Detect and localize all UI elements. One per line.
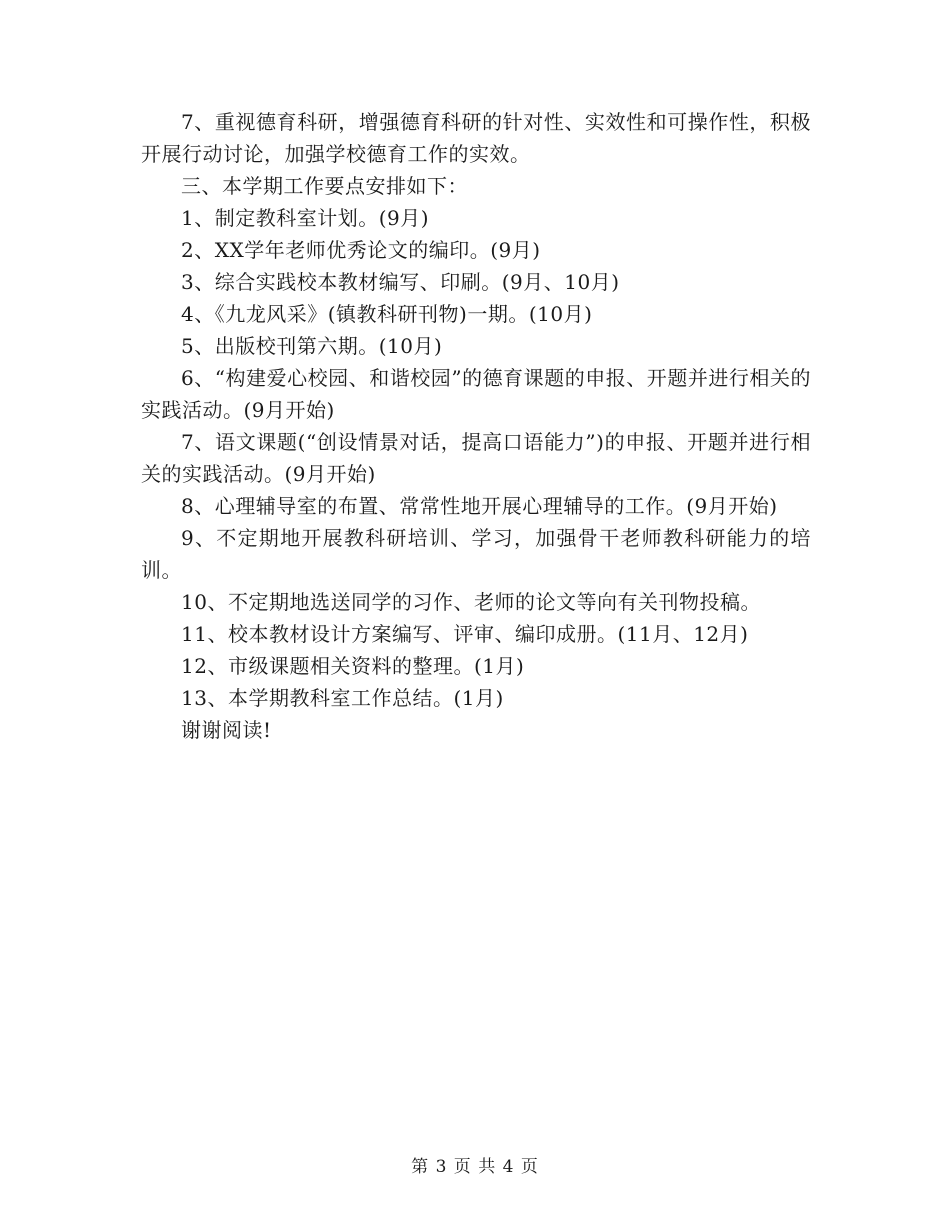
list-item: 4、《九龙风采》(镇教科研刊物)一期。(10月) [181,302,593,326]
list-item: 3、综合实践校本教材编写、印刷。(9月、10月) [181,270,620,294]
list-item: 10、不定期地选送同学的习作、老师的论文等向有关刊物投稿。 [181,590,761,614]
list-item: 9、不定期地开展教科研培训、学习，加强骨干老师教科研能力的培训。 [141,526,811,582]
page-number-footer: 第 3 页 共 4 页 [411,1157,539,1177]
list-item: 7、语文课题(“创设情景对话，提高口语能力”)的申报、开题并进行相关的实践活动。(9月开始) [141,430,811,486]
list-item: 5、出版校刊第六期。(10月) [181,334,443,358]
section-heading-work-plan: 三、本学期工作要点安排如下： [181,174,468,198]
list-item: 1、制定教科室计划。(9月) [181,206,430,230]
list-item: 13、本学期教科室工作总结。(1月) [181,686,504,710]
list-item: 12、市级课题相关资料的整理。(1月) [181,654,525,678]
list-item: 11、校本教材设计方案编写、评审、编印成册。(11月、12月) [181,622,749,646]
paragraph-moral-research: 7、重视德育科研，增强德育科研的针对性、实效性和可操作性，积极开展行动讨论，加强学校德育工作的实效。 [141,110,811,166]
closing-text: 谢谢阅读! [181,718,272,742]
list-item: 2、XX学年老师优秀论文的编印。(9月) [181,238,541,262]
list-item: 6、“构建爱心校园、和谐校园”的德育课题的申报、开题并进行相关的实践活动。(9月开始) [141,366,811,422]
list-item: 8、心理辅导室的布置、常常性地开展心理辅导的工作。(9月开始) [181,494,778,518]
document-body [141,106,811,746]
